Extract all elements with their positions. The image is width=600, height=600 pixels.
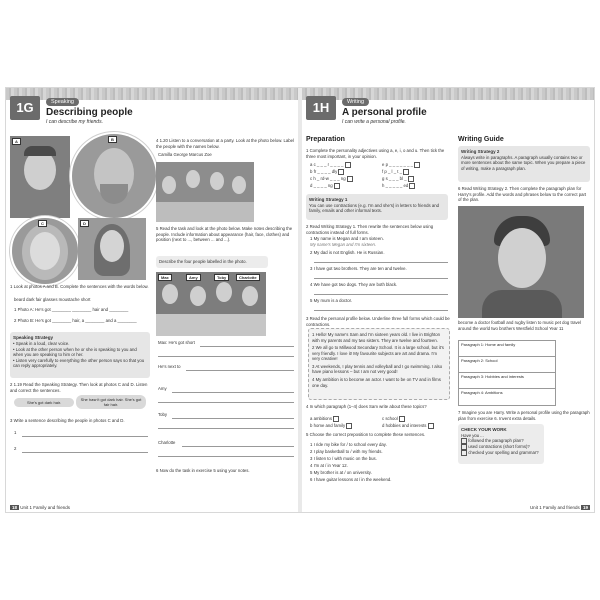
note-label: Toby: [158, 412, 168, 417]
profile-paragraph: 1 Hello! My name's Sam and I'm sixteen years old. I live in Brighton with my parents and my two sisters. They are twelve and fourteen.: [312, 332, 440, 343]
photo-label: B: [108, 136, 117, 143]
check-item: used contractions (short forms)?: [461, 444, 541, 450]
person-label: Charlotte: [236, 274, 260, 281]
writing-strategy-1-box: [306, 194, 448, 220]
adjective-item: a c _ _ _ r _ _ _ _: [310, 162, 380, 168]
page-footer: [10, 505, 70, 510]
photo-d: [78, 218, 146, 280]
answer-number: 1: [14, 430, 17, 435]
exercise-1-item: 2 Photo B: He's got ________ hair, a ________ and a ________: [14, 318, 137, 323]
strategy-title: Speaking Strategy: [13, 335, 54, 340]
adjective-item: c h _ rd-w _ _ _ ng: [310, 176, 380, 182]
person-label: Max: [158, 274, 172, 281]
tick-box[interactable]: [334, 183, 340, 189]
preposition-item: 5 My brother is at / on university.: [310, 470, 372, 475]
answer-line[interactable]: [314, 262, 448, 263]
strategy-text: You can use contractions (e.g. I'm and she's) in letters to friends and family, emails and other informal texts.: [309, 202, 439, 214]
note-line[interactable]: [200, 346, 294, 347]
tick-box[interactable]: [345, 162, 351, 168]
check-item: checked your spelling and grammar?: [461, 450, 541, 456]
tick-box[interactable]: [408, 176, 414, 182]
check-your-work-box: [458, 424, 544, 464]
example-answer: My name's Megan and I'm sixteen.: [310, 242, 377, 247]
preposition-item: 2 I play basketball to / with my friends.: [310, 449, 383, 454]
sentence-item: 4 We have got two dogs. They are both black.: [310, 282, 398, 287]
note-line[interactable]: [172, 392, 294, 393]
exercise-5: 5 Choose the correct preposition to complete these sentences.: [306, 432, 426, 437]
note-label: Max: He's got short: [158, 340, 195, 345]
unit-label: Unit 1 Family and friends: [529, 505, 580, 510]
page-title: Describing people: [46, 107, 133, 118]
tick-box[interactable]: [414, 162, 420, 168]
tick-box[interactable]: [347, 176, 353, 182]
profile-text-box: [308, 328, 450, 400]
profile-paragraph: 4 My ambition is to become an actor. I want to be on TV and in films one day.: [312, 377, 441, 388]
checkbox[interactable]: [461, 450, 467, 456]
photo-a: [10, 136, 70, 218]
task-text: Describe the four people labelled in the photo.: [159, 259, 247, 264]
left-page: [6, 88, 298, 512]
profile-paragraph: 3 At weekends, I play tennis and volleyball and I go swimming. I also have piano lessons – but I am not very good!: [312, 363, 443, 375]
right-page: [302, 88, 594, 512]
exercise-6: 6 Read Writing Strategy 2. Then complete the paragraph plan for Harry's profile. Add the words and phrases below to the correct part of the plan.: [458, 186, 587, 203]
skill-pill: Writing: [342, 98, 369, 106]
tick-box[interactable]: [403, 169, 409, 175]
plan-row[interactable]: Paragraph 3: Hobbies and interests: [459, 373, 555, 389]
skill-pill: Speaking: [46, 98, 79, 106]
plan-row[interactable]: Paragraph 2: School: [459, 357, 555, 373]
answer-line[interactable]: [22, 452, 148, 453]
unit-label: Unit 1 Family and friends: [20, 505, 71, 510]
note-line[interactable]: [172, 418, 294, 419]
name-list: Camilla George Marcus Zoe: [158, 152, 212, 157]
photo-label: C: [38, 220, 47, 227]
exercise-7: 7 Imagine you are Harry. Write a personal profile using the paragraph plan from exercise 6. Invent extra details.: [458, 410, 590, 421]
topic-item: d hobbies and interests: [382, 423, 434, 429]
page-subtitle: I can write a personal profile.: [342, 119, 406, 125]
photo-c: [10, 216, 80, 286]
answer-box[interactable]: [346, 423, 352, 429]
note-line[interactable]: [182, 446, 294, 447]
strategy-text: Always write in paragraphs. A paragraph usually contains two or more sentences about the same topic. When you prepare a piece of writing, make a paragraph plan.: [461, 154, 586, 171]
strategy-title: Writing Strategy 2: [461, 149, 500, 154]
topic-item: a ambitions: [310, 416, 339, 422]
party-photo: [156, 162, 254, 222]
exercise-1: 1 Look at photos A and B. Complete the sentences with the words below.: [10, 284, 149, 289]
tick-box[interactable]: [409, 183, 415, 189]
topic-item: b home and family: [310, 423, 352, 429]
paragraph-plan-table: [458, 340, 556, 406]
answer-line[interactable]: [314, 278, 448, 279]
exercise-2: 2 1.19 Read the Speaking Strategy. Then look at photos C and D. Listen and correct the sentences.: [10, 382, 148, 393]
word-list: beard dark fair glasses moustache short: [14, 297, 91, 302]
sentence-item: 1 My name is Megan and I am sixteen.: [310, 236, 384, 241]
task-box: [156, 256, 268, 268]
exercise-3: 3 Write a sentence describing the people in photos C and D.: [10, 418, 125, 423]
workbook-spread: [6, 88, 594, 512]
adjective-item: h _ _ _ _ _ ed: [382, 183, 452, 189]
person-label: Amy: [186, 274, 201, 281]
preposition-item: 6 I have guitar lessons at / in the weekend.: [310, 477, 392, 482]
plan-row[interactable]: Paragraph 4: Ambitions: [461, 390, 503, 395]
check-intro: Have you ...: [461, 432, 484, 438]
exercise-3: 3 Read the personal profile below. Underline three full forms which could be contractions.: [306, 316, 450, 327]
dinner-photo: [156, 272, 266, 336]
photo-label: D: [80, 220, 89, 227]
preparation-heading: Preparation: [306, 136, 345, 143]
note-label: He's next to: [158, 364, 181, 369]
adjective-item: b fr _ _ _ _ dly: [310, 169, 380, 175]
adjective-item: e p _ _ _ _ _ _ _: [382, 162, 452, 168]
answer-box[interactable]: [428, 423, 434, 429]
exercise-5: 5 Read the task and look at the photo below. Make notes describing the people. Include information about appearance (hair, face, clothes) and position (next to ..., between ... and ...).: [156, 226, 293, 243]
adjective-item: f p _ l _ t _: [382, 169, 452, 175]
note-line[interactable]: [158, 428, 294, 429]
speech-bubble: She's got dark hair.: [14, 398, 74, 407]
phrase-list: become a doctor football and rugby listen to music pet dog travel around the world two brothers Westfield School Year 11: [458, 320, 582, 331]
lesson-code: 1G: [10, 96, 40, 120]
answer-box[interactable]: [399, 416, 405, 422]
preposition-item: 4 I'm at / in Year 12.: [310, 463, 348, 468]
strategy-line: • Listen very carefully to everything the other person says so that you can reply appropriately.: [13, 357, 145, 369]
strategy-line: • Speak in a loud, clear voice.: [13, 340, 70, 346]
profile-paragraph: 2 We all go to Millwood Secondary School. It is a large school, but it's very friendly. I love it! My favourite subjects are art and drama. I'm very creative!: [312, 345, 444, 362]
note-line[interactable]: [158, 456, 294, 457]
note-line[interactable]: [186, 370, 294, 371]
check-title: CHECK YOUR WORK: [461, 427, 507, 432]
page-title: A personal profile: [342, 107, 427, 118]
strategy-line: • Look at the other person when he or she is speaking to you and when you are speaking to him or her.: [13, 346, 137, 358]
sentence-item: 3 I have got two brothers. They are ten and twelve.: [310, 266, 407, 271]
note-line[interactable]: [158, 402, 294, 403]
writing-guide-heading: Writing Guide: [458, 136, 504, 143]
page-footer: [530, 505, 590, 510]
adjective-item: d _ _ _ _ ng: [310, 183, 380, 189]
answer-line[interactable]: [22, 436, 148, 437]
sentence-item: 2 My dad is not English. He is Russian.: [310, 250, 385, 255]
lesson-code: 1H: [306, 96, 336, 120]
exercise-2: 2 Read Writing Strategy 1. Then rewrite the sentences below using contractions instead of full forms.: [306, 224, 434, 235]
answer-number: 2: [14, 446, 17, 451]
answer-line[interactable]: [314, 310, 448, 311]
person-label: Toby: [214, 274, 229, 281]
note-label: Amy: [158, 386, 167, 391]
exercise-1-item: 1 Photo A: He's got ________ ________ hair and ________: [14, 307, 129, 312]
note-line[interactable]: [158, 356, 294, 357]
answer-line[interactable]: [314, 294, 448, 295]
strategy-title: Writing Strategy 1: [309, 197, 348, 202]
page-number: 18: [12, 505, 18, 510]
topic-item: c school: [382, 416, 405, 422]
exercise-6: 6 Now do the task in exercise 5 using your notes.: [156, 468, 250, 473]
adjective-item: g s _ _ _ bl _: [382, 176, 452, 182]
harry-photo: [458, 206, 584, 318]
page-subtitle: I can describe my friends.: [46, 119, 103, 125]
writing-strategy-2-box: [458, 146, 590, 182]
check-item: followed the paragraph plan?: [461, 438, 541, 444]
preposition-item: 3 I listen to / with music on the bus.: [310, 456, 377, 461]
tick-box[interactable]: [338, 169, 344, 175]
sentence-item: 5 My mum is a doctor.: [310, 298, 353, 303]
exercise-4: 4 1.20 Listen to a conversation at a party. Look at the photo below. Label the people with the names below.: [156, 138, 294, 149]
plan-row[interactable]: Paragraph 1: Home and family: [459, 341, 555, 357]
photo-b: [70, 132, 158, 220]
exercise-1: 1 Complete the personality adjectives using a, e, i, o and u. Then tick the three most important, in your opinion.: [306, 148, 445, 159]
exercise-4: 4 In which paragraph (1–4) does Sam write about these topics?: [306, 404, 427, 409]
page-number: 19: [582, 505, 588, 510]
photo-label: A: [12, 138, 21, 145]
speaking-strategy-box: [10, 332, 150, 378]
preposition-item: 1 I ride my bike for / to school every day.: [310, 442, 387, 447]
speech-bubble: She hasn't got dark hair. She's got fair hair.: [76, 395, 146, 409]
answer-box[interactable]: [333, 416, 339, 422]
note-label: Charlotte: [158, 440, 176, 445]
